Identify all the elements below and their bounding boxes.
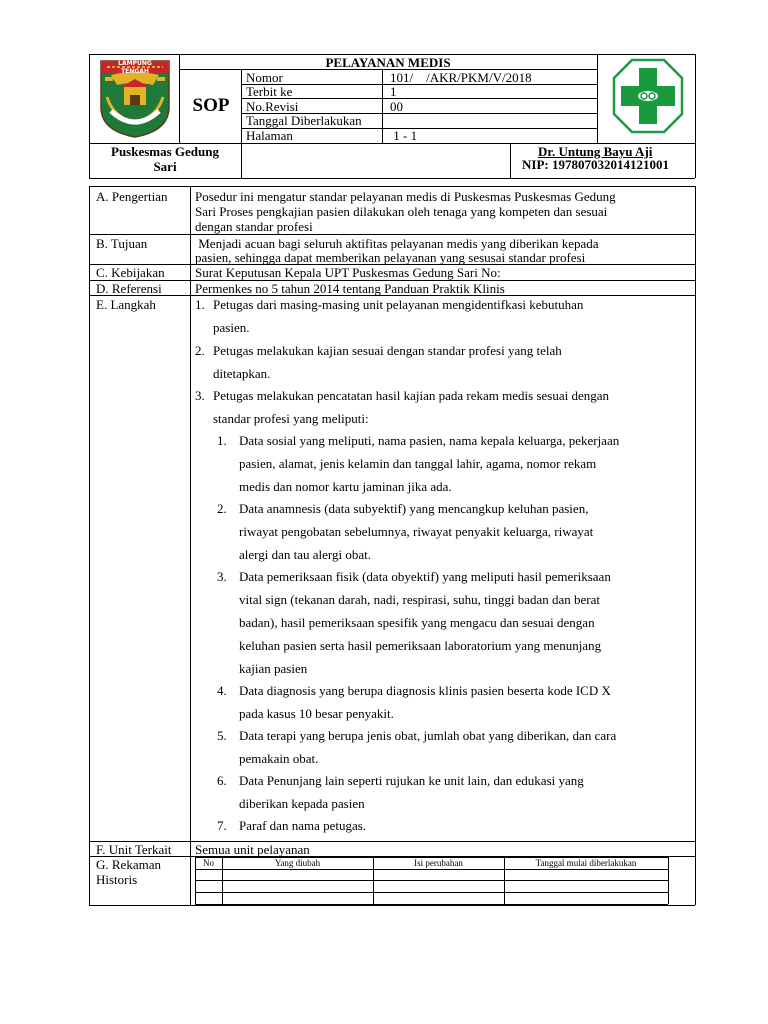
kebijakan-text: Surat Keputusan Kepala UPT Puskesmas Gedung Sari No: bbox=[195, 265, 501, 280]
substep-line: Paraf dan nama petugas. bbox=[239, 818, 367, 833]
step-item bbox=[195, 293, 687, 339]
institution-line-2: Sari bbox=[153, 159, 177, 174]
substep-number: 5. bbox=[217, 728, 227, 743]
field-value-nomor: 101/ /AKR/PKM/V/2018 bbox=[390, 70, 532, 85]
step-line-1: Petugas dari masing-masing unit pelayanan mengidentifkasi kebutuhan bbox=[213, 297, 584, 312]
puskesmas-logo bbox=[612, 58, 684, 134]
tujuan-line-1: Menjadi acuan bagi seluruh aktifitas pelayanan medis yang diberikan kepada bbox=[195, 236, 599, 251]
label-rekaman-historis bbox=[96, 857, 161, 887]
label-pengertian: A. Pengertian bbox=[96, 189, 168, 204]
step-item bbox=[195, 384, 687, 430]
document-title: PELAYANAN MEDIS bbox=[325, 55, 451, 70]
step-line-1: Petugas melakukan pencatatan hasil kajian pada rekam medis sesuai dengan bbox=[213, 388, 609, 403]
health-cross-icon bbox=[612, 58, 684, 134]
signer-nip: NIP: 197807032014121001 bbox=[522, 157, 669, 172]
step-number: 1. bbox=[195, 297, 205, 312]
history-col-no: No bbox=[203, 858, 214, 868]
label-langkah: E. Langkah bbox=[96, 297, 156, 312]
substep-number: 2. bbox=[217, 501, 227, 516]
rekaman-label-line-2: Historis bbox=[96, 872, 138, 887]
substep-line: Data Penunjang lain seperti rujukan ke unit lain, dan edukasi yang bbox=[239, 773, 584, 788]
step-line-2: ditetapkan. bbox=[213, 366, 271, 381]
label-referensi: D. Referensi bbox=[96, 281, 162, 296]
step-line-1: Petugas melakukan kajian sesuai dengan standar profesi yang telah bbox=[213, 343, 562, 358]
regional-logo bbox=[97, 57, 173, 139]
label-tujuan: B. Tujuan bbox=[96, 236, 148, 251]
field-value-revisi: 00 bbox=[390, 99, 403, 114]
substep-number: 7. bbox=[217, 818, 227, 833]
substep-line: Data sosial yang meliputi, nama pasien, nama kepala keluarga, pekerjaan bbox=[239, 433, 620, 448]
pengertian-line-2: Sari Proses pengkajian pasien dilakukan oleh tenaga yang kompeten dan sesuai bbox=[195, 204, 608, 219]
substep-number: 6. bbox=[217, 773, 227, 788]
substep-line: kajian pasien bbox=[239, 661, 308, 676]
step-item bbox=[195, 339, 687, 385]
label-kebijakan: C. Kebijakan bbox=[96, 265, 165, 280]
institution-name bbox=[89, 144, 241, 174]
substep-line: riwayat pengobatan sebelumnya, riwayat penyakit keluarga, riwayat bbox=[239, 524, 594, 539]
substep-number: 4. bbox=[217, 683, 227, 698]
field-label-terbit: Terbit ke bbox=[246, 84, 293, 99]
unit-terkait-text: Semua unit pelayanan bbox=[195, 842, 310, 857]
history-col-isi-perubahan: Isi perubahan bbox=[414, 858, 463, 868]
step-line-2: standar profesi yang meliputi: bbox=[213, 411, 369, 426]
step-line-2: pasien. bbox=[213, 320, 250, 335]
pengertian-line-3: dengan standar profesi bbox=[195, 219, 313, 234]
pengertian-line-1: Posedur ini mengatur standar pelayanan medis di Puskesmas Puskesmas Gedung bbox=[195, 189, 616, 204]
substep-line: pemakain obat. bbox=[239, 751, 319, 766]
tujuan-line-2: pasien, sehingga dapat memberikan pelayanan yang sesusai standar profesi bbox=[195, 250, 586, 265]
sop-label: SOP bbox=[192, 95, 230, 116]
referensi-text: Permenkes no 5 tahun 2014 tentang Panduan Praktik Klinis bbox=[195, 281, 505, 296]
field-label-tanggal: Tanggal Diberlakukan bbox=[246, 113, 362, 128]
substep-line: pada kasus 10 besar penyakit. bbox=[239, 706, 394, 721]
substep-line: Data pemeriksaan fisik (data obyektif) yang meliputi hasil pemeriksaan bbox=[239, 569, 611, 584]
step-number: 2. bbox=[195, 343, 205, 358]
substep-line: Data anamnesis (data subyektif) yang mencangkup keluhan pasien, bbox=[239, 501, 589, 516]
substep-line: diberikan kepada pasien bbox=[239, 796, 365, 811]
substep-line: Data diagnosis yang berupa diagnosis klinis pasien beserta kode ICD X bbox=[239, 683, 611, 698]
substep-number: 1. bbox=[217, 433, 227, 448]
history-col-tanggal: Tanggal mulai diberlakukan bbox=[535, 858, 637, 868]
substep-line: Data terapi yang berupa jenis obat, jumlah obat yang diberikan, dan cara bbox=[239, 728, 617, 743]
substep-number: 3. bbox=[217, 569, 227, 584]
substep-line: badan), hasil pemeriksaan spesifik yang mengacu dan sesuai dengan bbox=[239, 615, 595, 630]
field-label-revisi: No.Revisi bbox=[246, 99, 299, 114]
label-unit-terkait: F. Unit Terkait bbox=[96, 842, 172, 857]
substep-line: medis dan nomor kartu jaminan jika ada. bbox=[239, 479, 452, 494]
step-number: 3. bbox=[195, 388, 205, 403]
substep-line: vital sign (tekanan darah, nadi, respirasi, suhu, tinggi badan dan berat bbox=[239, 592, 601, 607]
substep-line: pasien, alamat, jenis kelamin dan tanggal lahir, agama, nomor rekam bbox=[239, 456, 597, 471]
rekaman-label-line-1: G. Rekaman bbox=[96, 857, 161, 872]
institution-line-1: Puskesmas Gedung bbox=[111, 144, 219, 159]
substep-line: alergi dan tau alergi obat. bbox=[239, 547, 371, 562]
field-value-halaman: 1 - 1 bbox=[390, 128, 418, 143]
field-label-nomor: Nomor bbox=[246, 70, 283, 85]
history-col-yang-diubah: Yang diubah bbox=[274, 858, 321, 868]
logo-text: LAMPUNG TENGAH bbox=[118, 60, 152, 75]
field-value-terbit: 1 bbox=[390, 84, 397, 99]
substep-line: keluhan pasien serta hasil pemeriksaan laboratorium yang menunjang bbox=[239, 638, 602, 653]
field-label-halaman: Halaman bbox=[246, 128, 293, 143]
signer-name: Dr. Untung Bayu Aji bbox=[538, 144, 653, 159]
